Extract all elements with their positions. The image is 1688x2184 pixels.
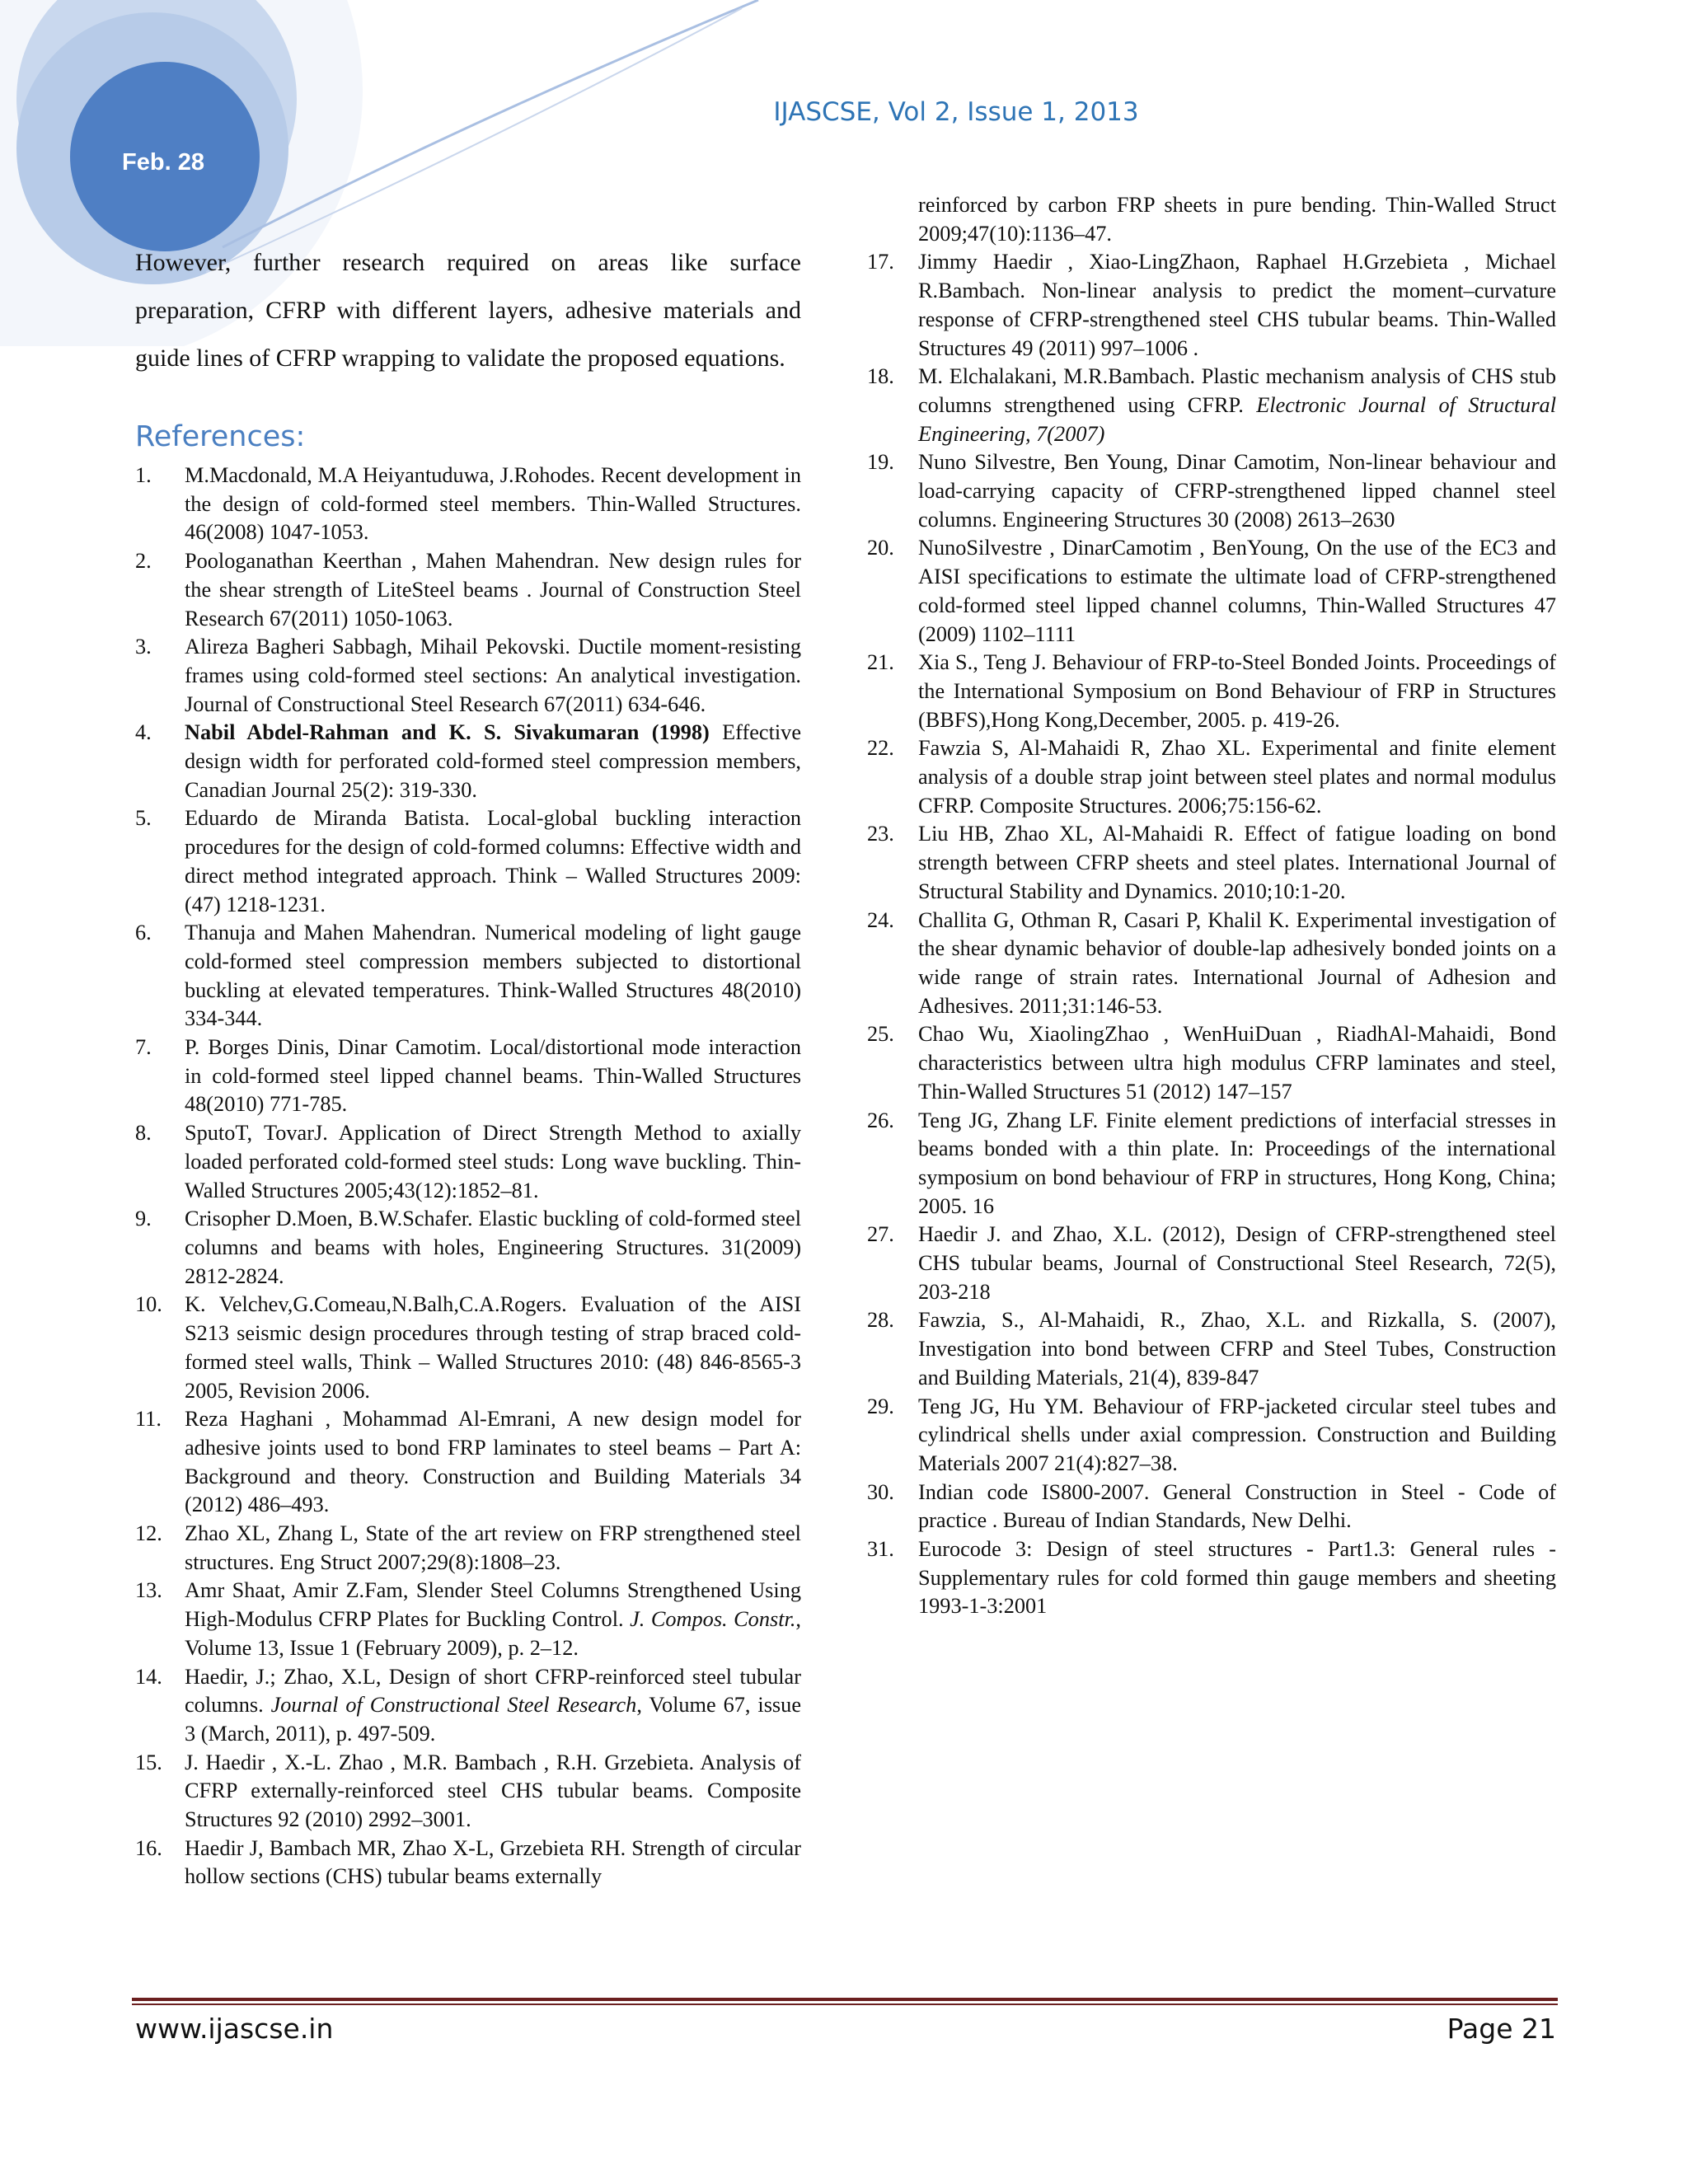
reference-item: 11. Reza Haghani , Mohammad Al-Emrani, A new design model for adhesive joints used to bond FRP laminates to steel beams – Part A: Background and theory. Construction and Building Materials 34 (2012) 486–493. [135,1407,801,1517]
references-title: References: [135,420,306,453]
reference-item: 26. Teng JG, Zhang LF. Finite element predictions of interfacial stresses in beams bonded with a thin plate. In: Proceedings of the international symposium on bond behaviour of FRP in structures, Hong Kong, China; 2005. 16 [867,1108,1556,1218]
reference-item: 17. Jimmy Haedir , Xiao-LingZhaon, Raphael H.Grzebieta , Michael R.Bambach. Non-linear analysis to predict the moment–curvature response of CFRP-strengthened steel CHS tubular beams. Thin-Walled Structures 49 (2011) 997–1006 . [867,250,1556,360]
reference-item: 25. Chao Wu, XiaolingZhao , WenHuiDuan , RiadhAl-Mahaidi, Bond characteristics between ultra high modulus CFRP laminates and steel, Thin-Walled Structures 51 (2012) 147–157 [867,1022,1556,1104]
date-badge: Feb. 28 [122,148,204,176]
reference-item: 12. Zhao XL, Zhang L, State of the art review on FRP strengthened steel structures. Eng Struct 2007;29(8):1808–23. [135,1521,801,1574]
reference-item: 15. J. Haedir , X.-L. Zhao , M.R. Bambach , R.H. Grzebieta. Analysis of CFRP externally-reinforced steel CHS tubular beams. Composite Structures 92 (2010) 2992–3001. [135,1750,801,1832]
reference-continuation: reinforced by carbon FRP sheets in pure bending. Thin-Walled Struct 2009;47(10):1136–47. [918,193,1556,246]
reference-item: 23. Liu HB, Zhao XL, Al-Mahaidi R. Effect of fatigue loading on bond strength between CFRP sheets and steel plates. International Journal of Structural Stability and Dynamics. 2010;10:1-20. [867,822,1556,903]
references-list-right [867,191,1556,1621]
reference-item: 3. Alireza Bagheri Sabbagh, Mihail Pekovski. Ductile moment-resisting frames using cold-formed steel sections: An analytical investigation. Journal of Constructional Steel Research 67(2011) 634-646. [135,635,801,716]
reference-item: 28. Fawzia, S., Al-Mahaidi, R., Zhao, X.L. and Rizkalla, S. (2007), Investigation into bond between CFRP and Steel Tubes, Construction and Building Materials, 21(4), 839-847 [867,1308,1556,1390]
reference-item: 5. Eduardo de Miranda Batista. Local-global buckling interaction procedures for the design of cold-formed columns: Effective width and direct method integrated approach. Think – Walled Structures 2009: (47) 1218-1231. [135,806,802,916]
reference-item: 27. Haedir J. and Zhao, X.L. (2012), Design of CFRP-strengthened steel CHS tubular beams, Journal of Constructional Steel Research, 72(5), 203-218 [867,1222,1556,1304]
reference-item: 7. P. Borges Dinis, Dinar Camotim. Local/distortional mode interaction in cold-formed steel lipped channel beams. Thin-Walled Structures 48(2010) 771-785. [135,1035,801,1117]
left-column [135,239,801,1891]
reference-item: 6. Thanuja and Mahen Mahendran. Numerical modeling of light gauge cold-formed steel compression members subjected to distortional buckling at elevated temperatures. Think-Walled Structures 48(2010) 334-344. [135,921,801,1031]
footer-url[interactable]: www.ijascse.in [135,2013,334,2045]
reference-item: 16. Haedir J, Bambach MR, Zhao X-L, Grzebieta RH. Strength of circular hollow sections (CHS) tubular beams externally [135,1835,801,1889]
reference-item: 22. Fawzia S, Al-Mahaidi R, Zhao XL. Experimental and finite element analysis of a double strap joint between steel plates and normal modulus CFRP. Composite Structures. 2006;75:156-62. [867,736,1556,818]
reference-item: 30. Indian code IS800-2007. General Construction in Steel - Code of practice . Bureau of Indian Standards, New Delhi. [867,1479,1556,1533]
reference-item: 2. Poologanathan Keerthan , Mahen Mahendran. New design rules for the shear strength of LiteSteel beams . Journal of Construction Steel Research 67(2011) 1050-1063. [135,549,801,630]
reference-item: 9. Crisopher D.Moen, B.W.Schafer. Elastic buckling of cold-formed steel columns and beams with holes, Engineering Structures. 31(2009) 2812-2824. [135,1207,801,1288]
reference-item: 1. M.Macdonald, M.A Heiyantuduwa, J.Rohodes. Recent development in the design of cold-formed steel members. Thin-Walled Structures. 46(2008) 1047-1053. [135,463,801,545]
reference-item: 29. Teng JG, Hu YM. Behaviour of FRP-jacketed circular steel tubes and cylindrical shells under axial compression. Construction and Building Materials 2007 21(4):827–38. [867,1394,1556,1475]
page-number: Page 21 [1447,2013,1556,2045]
reference-item: 10. K. Velchev,G.Comeau,N.Balh,C.A.Rogers. Evaluation of the AISI S213 seismic design procedures through testing of strap braced cold-formed steel walls, Think – Walled Structures 2010: (48) 846-8565-3 2005, Revision 2006. [135,1292,801,1403]
reference-item: 21. Xia S., Teng J. Behaviour of FRP-to-Steel Bonded Joints. Proceedings of the International Symposium on Bond Behaviour of FRP in Structures (BBFS),Hong Kong,December, 2005. p. 419-26. [867,650,1556,732]
reference-item: 13. Amr Shaat, Amir Z.Fam, Slender Steel Columns Strengthened Using High-Modulus CFRP Plates for Buckling Control. J. Compos. Constr., Volume 13, Issue 1 (February 2009), p. 2–12. [135,1578,801,1660]
reference-item: 14. Haedir, J.; Zhao, X.L, Design of short CFRP-reinforced steel tubular columns. Journal of Constructional Steel Research, Volume 67, issue 3 (March, 2011), p. 497-509. [135,1664,801,1746]
reference-item: 19. Nuno Silvestre, Ben Young, Dinar Camotim, Non-linear behaviour and load-carrying capacity of CFRP-strengthened lipped channel steel columns. Engineering Structures 30 (2008) 2613–2630 [867,450,1556,532]
reference-item: 18. M. Elchalakani, M.R.Bambach. Plastic mechanism analysis of CHS stub columns strengthened using CFRP. Electronic Journal of Structural Engineering, 7(2007) [867,364,1557,446]
intro-paragraph: However, further research required on areas like surface preparation, CFRP with different layers, adhesive materials and guide lines of CFRP wrapping to validate the proposed equations. [135,249,801,372]
reference-item: 31. Eurocode 3: Design of steel structures - Part1.3: General rules - Supplementary rules for cold formed thin gauge members and sheeting 1993-1-3:2001 [867,1537,1556,1619]
reference-item: 4. Nabil Abdel-Rahman and K. S. Sivakumaran (1998) Effective design width for perforated cold-formed steel compression members, Canadian Journal 25(2): 319-330. [135,720,801,802]
journal-header: IJASCSE, Vol 2, Issue 1, 2013 [773,97,1139,127]
reference-item: 8. SputoT, TovarJ. Application of Direct Strength Method to axially loaded perforated cold-formed steel studs: Long wave buckling. Thin-Walled Structures 2005;43(12):1852–81. [135,1121,801,1202]
reference-item: 20. NunoSilvestre , DinarCamotim , BenYoung, On the use of the EC3 and AISI specifications to estimate the ultimate load of CFRP-strengthened cold-formed steel lipped channel columns, Thin-Walled Structures 47 (2009) 1102–1111 [867,536,1556,646]
reference-item: 24. Challita G, Othman R, Casari P, Khalil K. Experimental investigation of the shear dynamic behavior of double-lap adhesively bonded joints on a wide range of strain rates. International Journal of Adhesion and Adhesives. 2011;31:146-53. [867,907,1556,1018]
references-list-left [135,462,801,1891]
right-column [867,191,1556,1621]
footer-divider [132,1998,1558,2005]
